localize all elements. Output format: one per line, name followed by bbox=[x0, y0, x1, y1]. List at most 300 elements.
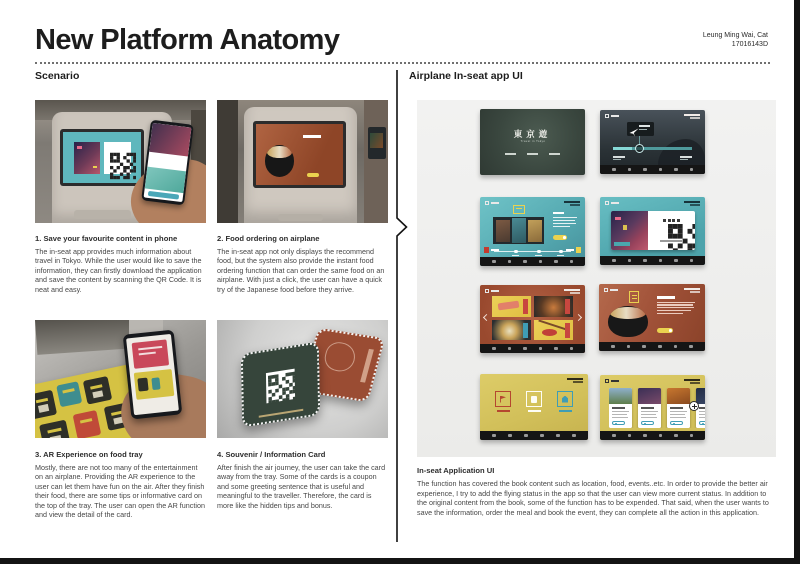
order-pill-button bbox=[657, 328, 673, 333]
decor bbox=[668, 219, 671, 222]
decor bbox=[684, 288, 700, 290]
decor bbox=[657, 296, 675, 299]
caption-title-1: 1. Save your favourite content in phone bbox=[35, 234, 178, 243]
decor bbox=[684, 114, 700, 116]
nav-icon bbox=[539, 347, 543, 351]
decor bbox=[641, 417, 657, 418]
decor bbox=[123, 176, 126, 179]
nav-icon bbox=[628, 168, 632, 172]
decor bbox=[693, 234, 695, 239]
decor bbox=[632, 295, 638, 296]
decor bbox=[116, 152, 119, 155]
nav-icon bbox=[643, 259, 647, 263]
decor bbox=[538, 320, 566, 330]
ar-card bbox=[132, 339, 169, 369]
category-day-trip bbox=[495, 391, 511, 412]
nav-icon bbox=[658, 345, 662, 349]
nav-icon bbox=[554, 347, 558, 351]
order-button bbox=[307, 173, 319, 177]
qr-panel bbox=[648, 211, 695, 250]
app-logo bbox=[684, 288, 700, 293]
decor bbox=[612, 407, 625, 409]
decor bbox=[612, 414, 627, 415]
nav-icon bbox=[524, 434, 528, 438]
decor bbox=[690, 382, 700, 383]
decor bbox=[110, 159, 113, 162]
event-photo bbox=[667, 388, 690, 404]
decor bbox=[289, 390, 293, 394]
book-pill-button bbox=[699, 421, 706, 425]
app-logo bbox=[684, 201, 700, 206]
decor bbox=[267, 146, 292, 157]
decor bbox=[699, 411, 706, 412]
decor bbox=[119, 162, 122, 165]
label-tab bbox=[523, 299, 529, 314]
decor bbox=[693, 244, 695, 249]
description-text bbox=[553, 212, 579, 229]
decor bbox=[370, 133, 383, 147]
decor bbox=[670, 407, 683, 409]
caption-title-4: 4. Souvenir / Information Card bbox=[217, 450, 326, 459]
decor bbox=[605, 201, 609, 205]
menu-icon bbox=[604, 288, 618, 292]
decor bbox=[668, 229, 673, 234]
decor bbox=[133, 169, 136, 172]
event-photo bbox=[609, 388, 632, 404]
food-item-ramen bbox=[534, 296, 573, 317]
decor bbox=[286, 380, 290, 384]
decor bbox=[268, 390, 272, 394]
card-title bbox=[663, 219, 680, 222]
decor bbox=[63, 389, 74, 393]
decor bbox=[123, 169, 126, 172]
decor bbox=[630, 129, 639, 137]
food-bowl bbox=[265, 145, 294, 177]
decor bbox=[641, 414, 656, 415]
flight-progress-track bbox=[613, 147, 692, 150]
caption-body-4: After finish the air journey, the user can take the card away from the tray. Some of the cards is a coupon and some greeting sentence that is useful and meaningful to the traveller. Therefore, the card is more like the hidden tips and bonus. bbox=[217, 463, 386, 510]
decor bbox=[123, 156, 126, 159]
screen-events bbox=[600, 375, 705, 440]
decor bbox=[669, 329, 672, 332]
decor bbox=[670, 417, 686, 418]
decor bbox=[282, 377, 286, 381]
decor bbox=[129, 162, 132, 165]
tray-tile bbox=[39, 420, 71, 438]
page-edge-bottom bbox=[0, 558, 800, 564]
decor bbox=[639, 129, 647, 130]
decor bbox=[641, 407, 654, 409]
nav-icon bbox=[690, 168, 694, 172]
app-logo bbox=[564, 289, 580, 294]
tray-tile bbox=[35, 390, 57, 419]
timeline-dot bbox=[559, 250, 563, 254]
departure-label bbox=[613, 156, 625, 160]
flight-progress-fill bbox=[613, 147, 632, 150]
decor bbox=[673, 224, 678, 229]
qr-code-icon bbox=[110, 150, 126, 166]
decor bbox=[80, 419, 93, 424]
adjacent-screen bbox=[368, 127, 387, 159]
ar-tray-view bbox=[134, 369, 175, 399]
tray-tile bbox=[83, 377, 112, 405]
decor bbox=[673, 249, 678, 250]
decor bbox=[639, 125, 650, 127]
decor bbox=[683, 239, 688, 244]
decor bbox=[570, 204, 580, 205]
tray-tile bbox=[56, 381, 82, 407]
seat-controls bbox=[278, 214, 323, 221]
nav-icon bbox=[554, 260, 558, 264]
decor bbox=[549, 153, 560, 155]
vertical-text bbox=[361, 349, 374, 383]
decor bbox=[615, 217, 621, 220]
decor bbox=[279, 395, 283, 399]
decor bbox=[110, 166, 113, 169]
author-block bbox=[703, 31, 768, 49]
decor bbox=[133, 152, 136, 155]
decor bbox=[126, 172, 129, 175]
label-tab bbox=[565, 299, 571, 314]
decor bbox=[615, 423, 617, 425]
decor bbox=[272, 382, 276, 386]
nav-icon bbox=[611, 345, 615, 349]
decor bbox=[116, 176, 119, 179]
decor bbox=[275, 381, 279, 385]
bento-icon bbox=[526, 391, 542, 407]
nav-icon bbox=[570, 347, 574, 351]
decor bbox=[126, 159, 129, 162]
nav-icon bbox=[643, 168, 647, 172]
phone-map bbox=[145, 166, 186, 193]
page-title: New Platform Anatomy bbox=[35, 24, 340, 56]
nav-icon bbox=[508, 434, 512, 438]
menu-icon bbox=[605, 201, 619, 205]
nav-bar bbox=[600, 256, 705, 265]
decor bbox=[612, 411, 629, 412]
screen-food-detail bbox=[599, 284, 705, 351]
more-circle-button bbox=[689, 401, 699, 411]
decor bbox=[528, 220, 542, 242]
save-card bbox=[611, 211, 695, 250]
decor bbox=[126, 334, 179, 415]
author-name: Leung Ming Wai, Cat bbox=[702, 32, 768, 39]
decor bbox=[657, 310, 691, 311]
nav-icon bbox=[628, 259, 632, 263]
lantern-icon bbox=[629, 291, 639, 303]
decor bbox=[35, 398, 48, 403]
food-photo-grid bbox=[492, 296, 573, 340]
seal-text bbox=[265, 355, 295, 368]
nav-icon bbox=[523, 260, 527, 264]
start-label bbox=[491, 249, 499, 251]
decor bbox=[657, 313, 683, 314]
decor bbox=[664, 224, 695, 250]
decor bbox=[573, 381, 583, 382]
nav-bar bbox=[600, 165, 705, 174]
nav-bar bbox=[599, 342, 705, 351]
decor bbox=[688, 229, 693, 234]
timeline-label bbox=[512, 255, 519, 256]
decor bbox=[116, 159, 119, 162]
decor bbox=[693, 224, 695, 229]
decor bbox=[491, 290, 499, 292]
decor bbox=[286, 373, 290, 377]
decor bbox=[116, 166, 119, 169]
decor bbox=[657, 307, 694, 308]
seat-controls bbox=[74, 210, 131, 219]
decor bbox=[63, 132, 141, 184]
decor bbox=[289, 372, 293, 376]
decor bbox=[93, 391, 104, 399]
nav-icon bbox=[674, 434, 678, 438]
nav-icon bbox=[492, 347, 496, 351]
decor bbox=[553, 220, 575, 221]
decor bbox=[77, 146, 82, 149]
decor bbox=[562, 396, 568, 403]
nav-icon bbox=[508, 347, 512, 351]
section-divider-arrow bbox=[390, 68, 410, 544]
screen-categories bbox=[480, 374, 588, 440]
decor bbox=[680, 159, 688, 160]
decor bbox=[282, 398, 286, 402]
next-arrow-icon bbox=[575, 314, 582, 321]
decor bbox=[268, 382, 272, 386]
arrival-label bbox=[680, 156, 692, 160]
caption-body-1: The in-seat app provides much information about travel in Tokyo. While the user would like to save the information, they can firstly download the application and save the content by scanning the QR Code. It is neat and easy. bbox=[35, 247, 202, 294]
app-title: 東京遊 bbox=[513, 129, 552, 139]
label-tab bbox=[523, 323, 529, 338]
decor bbox=[512, 218, 526, 243]
city-night-photo bbox=[611, 211, 648, 250]
airplane-icon bbox=[629, 127, 639, 137]
decor bbox=[668, 234, 673, 239]
decor bbox=[272, 393, 276, 397]
decor bbox=[623, 225, 627, 230]
decor bbox=[123, 166, 126, 169]
decor bbox=[110, 152, 113, 155]
app-subtitle: Travel in Tokyo bbox=[520, 140, 545, 143]
nav-icon bbox=[659, 168, 663, 172]
decor bbox=[113, 159, 116, 162]
decor bbox=[678, 224, 683, 229]
nav-icon bbox=[523, 347, 527, 351]
landmark-icon bbox=[513, 205, 525, 214]
decor bbox=[268, 370, 297, 405]
decor bbox=[673, 423, 675, 425]
cover-menu bbox=[480, 153, 585, 155]
nav-icon bbox=[540, 434, 544, 438]
nav-icon bbox=[556, 434, 560, 438]
decor bbox=[670, 414, 685, 415]
decor bbox=[641, 411, 658, 412]
seatback-screen bbox=[253, 121, 346, 188]
appui-heading: Airplane In-seat app UI bbox=[409, 70, 523, 82]
book-pill-button bbox=[670, 421, 683, 425]
photo-food-ordering bbox=[217, 100, 388, 223]
decor bbox=[564, 201, 580, 203]
nav-icon bbox=[690, 259, 694, 263]
nav-icon bbox=[642, 345, 646, 349]
decor bbox=[293, 379, 297, 383]
photo-carousel bbox=[493, 217, 544, 244]
decor bbox=[699, 414, 706, 415]
food-item-sashimi bbox=[492, 296, 531, 317]
decor bbox=[516, 208, 522, 209]
decor bbox=[110, 156, 113, 159]
save-pill-button bbox=[553, 235, 567, 240]
city-photo-thumb bbox=[74, 142, 100, 174]
decor bbox=[677, 219, 680, 222]
decor bbox=[268, 400, 272, 404]
decor bbox=[144, 123, 192, 202]
decor bbox=[133, 166, 136, 169]
temple-icon bbox=[557, 391, 573, 407]
category-label bbox=[528, 410, 541, 412]
nav-icon bbox=[627, 345, 631, 349]
decor bbox=[611, 115, 619, 117]
event-photo bbox=[638, 388, 661, 404]
decor bbox=[50, 435, 62, 438]
decor bbox=[139, 352, 156, 356]
nav-bar bbox=[480, 431, 588, 440]
decor bbox=[133, 156, 136, 159]
menu-icon bbox=[485, 289, 499, 293]
photo-souvenir-cards bbox=[217, 320, 388, 438]
menu-icon bbox=[485, 201, 499, 205]
screen-journey bbox=[480, 197, 585, 266]
decor bbox=[275, 399, 279, 403]
decor bbox=[553, 226, 570, 227]
decor bbox=[657, 304, 693, 305]
decor bbox=[496, 220, 510, 242]
decor bbox=[688, 249, 693, 250]
nav-icon bbox=[674, 345, 678, 349]
decor bbox=[531, 396, 537, 403]
decor bbox=[611, 380, 619, 382]
decor bbox=[138, 346, 162, 351]
caption-line bbox=[259, 409, 303, 418]
decor bbox=[293, 389, 297, 393]
decor bbox=[684, 379, 700, 381]
food-bowl bbox=[608, 306, 648, 337]
decor bbox=[110, 176, 113, 179]
nav-icon bbox=[572, 434, 576, 438]
timeline-dot bbox=[537, 250, 541, 254]
nav-icon bbox=[492, 434, 496, 438]
menu-icon bbox=[605, 114, 619, 118]
decor bbox=[129, 169, 132, 172]
nav-icon bbox=[539, 260, 543, 264]
decor bbox=[613, 159, 621, 160]
nav-icon bbox=[508, 260, 512, 264]
app-logo bbox=[567, 378, 583, 383]
seat-back bbox=[244, 107, 357, 223]
decor bbox=[605, 379, 609, 383]
app-logo bbox=[564, 201, 580, 206]
food-item-egg-bowl bbox=[492, 320, 531, 341]
screen-food-grid bbox=[480, 285, 585, 353]
decor bbox=[678, 229, 683, 234]
decor bbox=[110, 150, 136, 182]
decor bbox=[485, 201, 489, 205]
decor bbox=[610, 289, 618, 291]
decor bbox=[527, 153, 538, 155]
nav-icon bbox=[612, 434, 616, 438]
decor bbox=[605, 114, 609, 118]
adjacent-seat-right bbox=[364, 100, 388, 223]
decor bbox=[644, 423, 646, 425]
decor bbox=[113, 169, 116, 172]
decor bbox=[272, 375, 276, 379]
decor bbox=[688, 244, 693, 249]
decor bbox=[286, 387, 290, 391]
decor bbox=[126, 176, 129, 179]
nav-bar bbox=[480, 257, 585, 266]
decor bbox=[690, 117, 700, 118]
decor bbox=[673, 234, 678, 239]
decor bbox=[491, 202, 499, 204]
decor bbox=[500, 396, 506, 403]
decor bbox=[289, 383, 293, 387]
decor bbox=[110, 172, 113, 175]
decor bbox=[564, 289, 580, 291]
decor bbox=[113, 152, 116, 155]
prev-arrow-icon bbox=[483, 314, 490, 321]
decor bbox=[668, 224, 673, 229]
app-ui-panel bbox=[417, 100, 776, 457]
nav-bar bbox=[600, 431, 705, 440]
menu-icon bbox=[605, 379, 619, 383]
event-card bbox=[667, 388, 690, 428]
decor bbox=[611, 202, 619, 204]
qr-card bbox=[104, 142, 130, 174]
decor bbox=[570, 292, 580, 293]
timeline-dot bbox=[514, 250, 518, 254]
decor bbox=[678, 234, 683, 239]
decor bbox=[702, 423, 704, 425]
tray-tile bbox=[72, 410, 101, 438]
decor bbox=[497, 301, 519, 311]
nav-icon bbox=[659, 434, 663, 438]
decor bbox=[126, 166, 129, 169]
decor bbox=[126, 152, 129, 155]
decor bbox=[699, 407, 706, 409]
author-id: 17016143D bbox=[731, 41, 768, 48]
qr-code-icon bbox=[268, 371, 293, 401]
decor bbox=[119, 172, 122, 175]
decor bbox=[272, 400, 276, 404]
decor bbox=[610, 307, 645, 319]
decor bbox=[138, 377, 149, 391]
book-pill-button bbox=[641, 421, 654, 425]
nav-icon bbox=[643, 434, 647, 438]
nav-icon bbox=[492, 260, 496, 264]
caption-title-2: 2. Food ordering on airplane bbox=[217, 234, 320, 243]
decor bbox=[614, 242, 630, 246]
phone-photo bbox=[149, 123, 191, 156]
decor bbox=[553, 212, 564, 214]
nav-icon bbox=[612, 259, 616, 263]
decor bbox=[632, 298, 638, 299]
nav-icon bbox=[659, 259, 663, 263]
decor bbox=[133, 176, 136, 179]
smartphone bbox=[123, 329, 183, 419]
cabin-wall bbox=[35, 320, 131, 355]
flight-progress-knob bbox=[635, 144, 644, 153]
decor bbox=[485, 289, 489, 293]
nav-bar bbox=[480, 344, 585, 353]
